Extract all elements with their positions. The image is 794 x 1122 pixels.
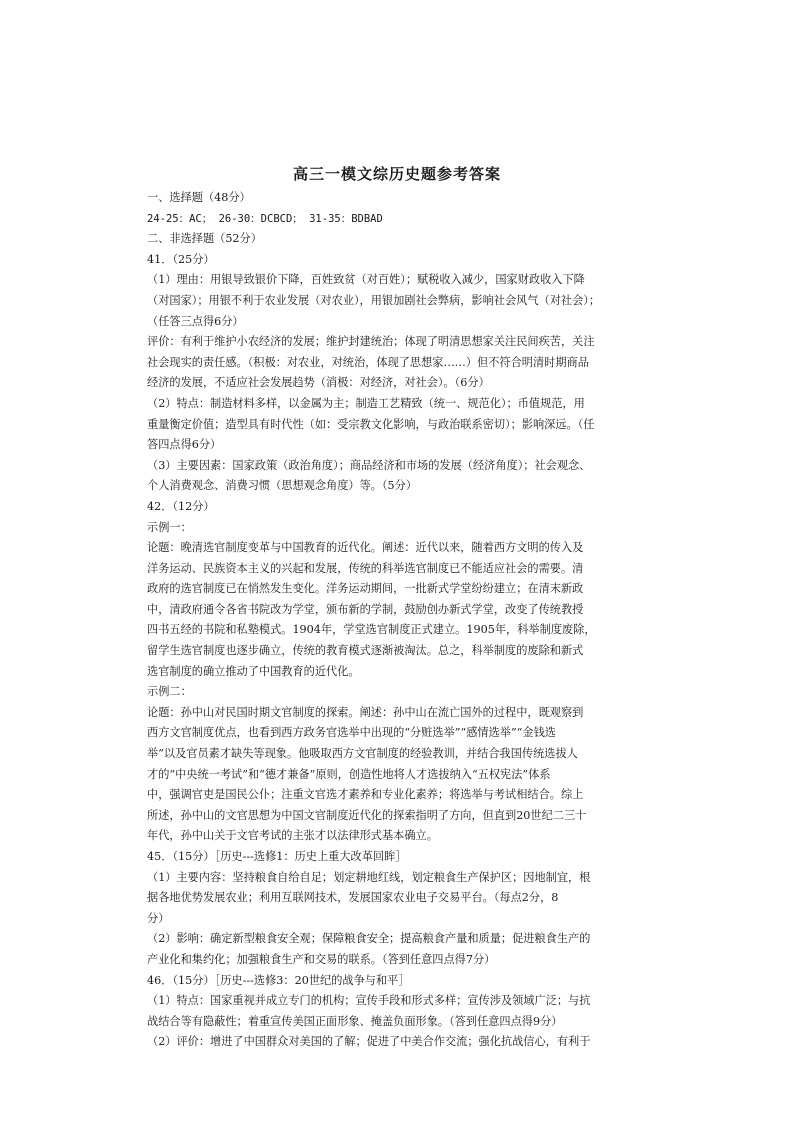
text-line: 所述，孙中山的文官思想为中国文官制度近代化的探索指明了方向，但直到20世纪二三十 <box>147 808 587 822</box>
text-line: 经济的发展，不适应社会发展趋势（消极：对经济，对社会）。（6分） <box>147 376 490 390</box>
text-line: 二、非选择题（52分） <box>147 232 262 246</box>
text-line: 答四点得6分） <box>147 438 222 452</box>
text-line: 42．（12分） <box>147 499 215 513</box>
text-line: （对国家）；用银不利于农业发展（对农业），用银加剧社会弊病，影响社会风气（对社会）； <box>147 293 601 307</box>
text-line: 46．（15分）［历史---选修3：20世纪的战争与和平］ <box>147 973 410 987</box>
document-title: 高三一模文综历史题参考答案 <box>292 165 501 183</box>
text-line: （1）理由：用银导致银价下降，百姓致贫（对百姓）；赋税收入减少，国家财政收入下降 <box>147 273 585 287</box>
text-line: 论题：孙中山对民国时期文官制度的探索。阐述：孙中山在流亡国外的过程中，既观察到 <box>147 705 584 719</box>
text-line: 一、选择题（48分） <box>147 191 251 204</box>
text-line: 分） <box>147 911 170 925</box>
text-line: （2）评价：增进了中国群众对美国的了解；促进了中美合作交流；强化抗战信心，有利于 <box>147 1035 591 1049</box>
text-line: 重量衡定价值；造型具有时代性（如：受宗教文化影响，与政治联系密切）；影响深远。（任 <box>147 417 595 431</box>
text-line: 中，强调官吏是国民公仆；注重文官选才素养和专业化素养；将选举与考试相结合。综上 <box>147 788 584 802</box>
text-line: 战结合等有隐蔽性；着重宣传美国正面形象、掩盖负面形象。（答到任意四点得9分） <box>147 1014 563 1028</box>
text-line: （2）影响：确定新型粮食安全观；保障粮食安全；提高粮食产量和质量；促进粮食生产的 <box>147 932 591 946</box>
text-line: 才的“中央统一考试”和“德才兼备”原则，创造性地将人才选拔纳入“五权宪法”体系 <box>147 767 551 781</box>
text-line: 评价：有利于维护小农经济的发展；维护封建统治；体现了明清思想家关注民间疾苦，关注 <box>147 335 595 349</box>
text-line: 留学生选官制度也逐步确立，传统的教育模式逐渐被淘汰。总之，科举制度的废除和新式 <box>147 644 584 658</box>
text-line: 西方文官制度优点，也看到西方政务官选举中出现的“分赃选举”“感情选举”“金钱选 <box>147 726 556 740</box>
text-line: 示例二： <box>147 685 192 699</box>
text-line: 论题：晚清选官制度变革与中国教育的近代化。阐述：近代以来，随着西方文明的传入及 <box>147 541 584 555</box>
text-line: 中，清政府通令各省书院改为学堂，颁布新的学制，鼓励创办新式学堂，改变了传统教授 <box>147 602 584 616</box>
text-line: 24-25：AC； 26-30：DCBCD； 31-35：BDBAD <box>147 212 383 225</box>
text-line: （1）特点：国家重视并成立专门的机构；宣传手段和形式多样；宣传涉及领域广泛；与抗 <box>147 994 591 1008</box>
text-line: 45．（15分）［历史---选修1：历史上重大改革回眸］ <box>147 850 407 863</box>
text-line: 洋务运动、民族资本主义的兴起和发展，传统的科举选官制度已不能适应社会的需要。清 <box>147 561 584 575</box>
text-line: 四书五经的书院和私塾模式。1904年，学堂选官制度正式建立。1905年，科举制度废除， <box>147 623 596 637</box>
text-line: 个人消费观念、消费习惯（思想观念角度）等。（5分） <box>147 479 418 493</box>
text-line: 举”以及官员素才缺失等现象。他吸取西方文官制度的经验教训，并结合我国传统选拔人 <box>147 747 578 761</box>
text-line: （1）主要内容：坚持粮食自给自足；划定耕地红线，划定粮食生产保护区；因地制宜，根 <box>147 870 591 884</box>
text-line: 年代，孙中山关于文官考试的主张才以法律形式基本确立。 <box>147 829 438 843</box>
text-line: （3）主要因素：国家政策（政治角度）；商品经济和市场的发展（经济角度）；社会观念、 <box>147 458 591 472</box>
text-line: 选官制度的确立推动了中国教育的近代化。 <box>147 664 360 678</box>
text-line: （任答三点得6分） <box>147 314 244 328</box>
text-line: 示例一： <box>147 520 192 534</box>
text-line: 产业化和集约化；加强粮食生产和交易的联系。（答到任意四点得7分） <box>147 952 496 966</box>
answer-body <box>147 188 647 1053</box>
text-line: 政府的选官制度已在悄然发生变化。洋务运动期间，一批新式学堂纷纷建立；在清末新政 <box>147 582 584 596</box>
text-line: 社会现实的责任感。（积极：对农业，对统治，体现了思想家……）但不符合明清时期商品 <box>147 355 589 369</box>
text-line: 据各地优势发展农业；利用互联网技术，发展国家农业电子交易平台。（每点2分，8 <box>147 891 559 905</box>
text-line: （2）特点：制造材料多样，以金属为主；制造工艺精致（统一、规范化）；币值规范，用 <box>147 396 585 410</box>
text-line: 41．（25分） <box>147 252 215 266</box>
